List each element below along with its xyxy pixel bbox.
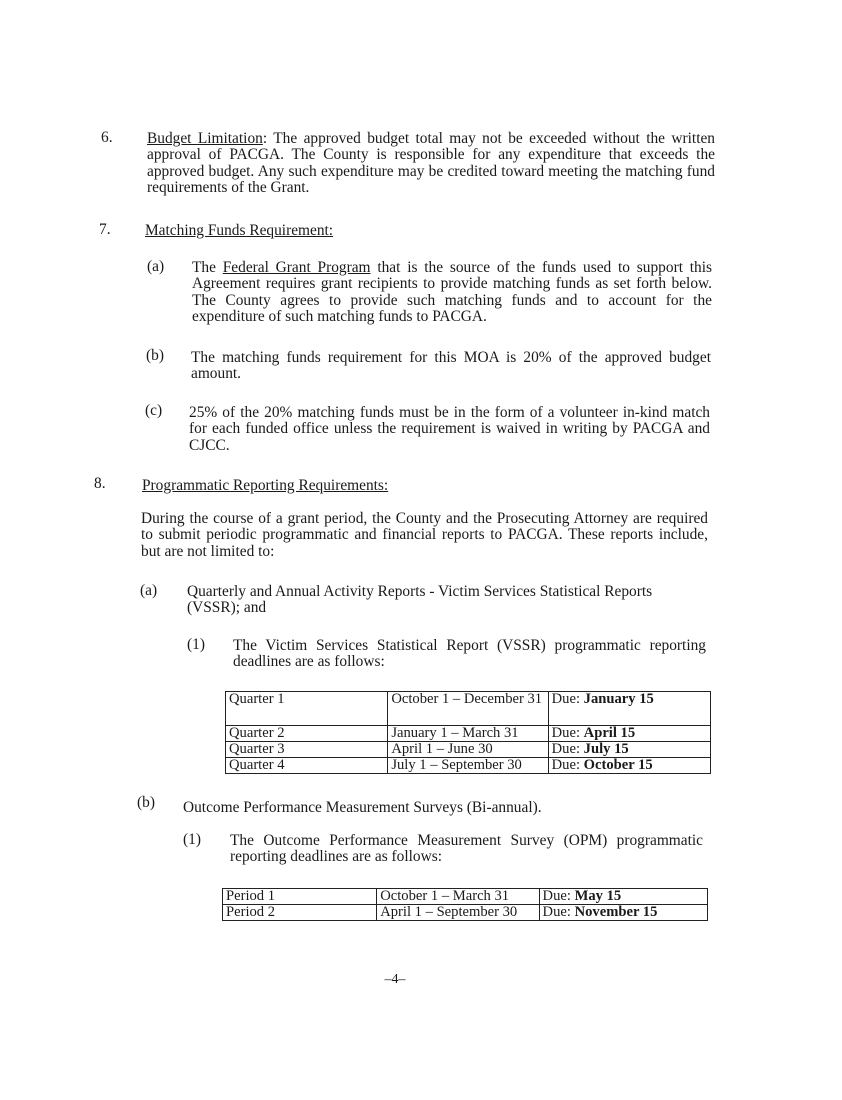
- section-8-heading: Programmatic Reporting Requirements:: [142, 477, 389, 494]
- federal-grant-program-link: Federal Grant Program: [222, 259, 371, 276]
- section-6-body: : The approved budget total may not be exceeded without the written approval of PACGA. The County is responsible for any expenditure that exceeds the approved budget. Any such expenditure may be credited toward meeting the matching fund requirements of the Grant.: [147, 130, 716, 197]
- section-8-item-a-sub-text: The Victim Services Statistical Report (VSSR) programmatic reporting deadlines are as follows:: [233, 637, 706, 671]
- due-date: May 15: [574, 888, 622, 904]
- section-7-number: 7.: [99, 221, 111, 238]
- table-row: [226, 758, 711, 774]
- section-7-heading: Matching Funds Requirement:: [145, 222, 334, 239]
- table-cell-range: October 1 – March 31: [377, 889, 539, 905]
- table-row: [226, 692, 711, 726]
- section-8-item-b-text: Outcome Performance Measurement Surveys (Bi-annual).: [183, 799, 542, 816]
- section-7-item-a-text: [192, 260, 712, 326]
- due-label: Due:: [551, 691, 584, 707]
- table-cell-period: Period 2: [223, 905, 377, 921]
- section-6-paragraph: [147, 131, 715, 197]
- opm-deadlines-table: [222, 888, 708, 921]
- table-row: [223, 905, 708, 921]
- table-cell-due: [548, 758, 710, 774]
- table-cell-range: January 1 – March 31: [388, 726, 548, 742]
- due-label: Due:: [551, 757, 584, 773]
- due-label: Due:: [551, 741, 584, 757]
- table-cell-period: Quarter 3: [226, 742, 388, 758]
- due-label: Due:: [551, 725, 584, 741]
- table-cell-range: October 1 – December 31: [388, 692, 548, 726]
- due-date: April 15: [583, 725, 636, 741]
- section-7-item-c-label: (c): [145, 402, 163, 419]
- section-8-item-a-label: (a): [140, 582, 158, 599]
- table-cell-period: Period 1: [223, 889, 377, 905]
- section-8-item-a-sub-label: (1): [187, 636, 205, 653]
- section-8-item-b-label: (b): [137, 794, 155, 811]
- section-8-intro: During the course of a grant period, the County and the Prosecuting Attorney are required to submit periodic programmatic and financial reports to PACGA. These reports include, but are not limited to:: [141, 510, 708, 560]
- table-cell-period: Quarter 1: [226, 692, 388, 726]
- section-6-number: 6.: [101, 129, 113, 146]
- table-cell-range: April 1 – September 30: [377, 905, 539, 921]
- table-cell-due: [539, 889, 707, 905]
- vssr-deadlines-table: [225, 691, 711, 774]
- table-cell-due: [539, 905, 707, 921]
- table-row: [226, 742, 711, 758]
- section-7-item-a-label: (a): [147, 258, 165, 275]
- section-7-item-a-post: that is the source of the funds used to support this Agreement requires grant recipients to provide matching funds as set forth below. The County agrees to provide such matching funds and to account for the expenditure of such matching funds to PACGA.: [192, 259, 713, 326]
- section-7-item-b-text: The matching funds requirement for this MOA is 20% of the approved budget amount.: [191, 349, 711, 383]
- section-7-item-b-label: (b): [146, 347, 164, 364]
- table-row: [226, 726, 711, 742]
- section-8-item-a-text: Quarterly and Annual Activity Reports - Victim Services Statistical Reports (VSSR); and: [187, 583, 653, 617]
- table-cell-range: April 1 – June 30: [388, 742, 548, 758]
- table-cell-range: July 1 – September 30: [388, 758, 548, 774]
- due-date: January 15: [583, 691, 654, 707]
- section-8-number: 8.: [94, 475, 106, 492]
- due-label: Due:: [542, 904, 575, 920]
- section-8-item-b-sub-text: The Outcome Performance Measurement Survey (OPM) programmatic reporting deadlines are as follows:: [230, 832, 703, 866]
- due-date: November 15: [574, 904, 658, 920]
- due-label: Due:: [542, 888, 575, 904]
- table-cell-due: [548, 692, 710, 726]
- page-number: –4–: [384, 972, 406, 987]
- section-7-item-c-text: 25% of the 20% matching funds must be in the form of a volunteer in-kind match for each funded office unless the requirement is waived in writing by PACGA and CJCC.: [189, 404, 710, 454]
- table-row: [223, 889, 708, 905]
- section-6-heading: Budget Limitation: [147, 130, 263, 147]
- due-date: October 15: [583, 757, 653, 773]
- table-cell-period: Quarter 2: [226, 726, 388, 742]
- table-cell-due: [548, 742, 710, 758]
- section-7-item-a-pre: The: [192, 259, 223, 276]
- due-date: July 15: [583, 741, 629, 757]
- section-8-item-b-sub-label: (1): [183, 831, 201, 848]
- table-cell-due: [548, 726, 710, 742]
- table-cell-period: Quarter 4: [226, 758, 388, 774]
